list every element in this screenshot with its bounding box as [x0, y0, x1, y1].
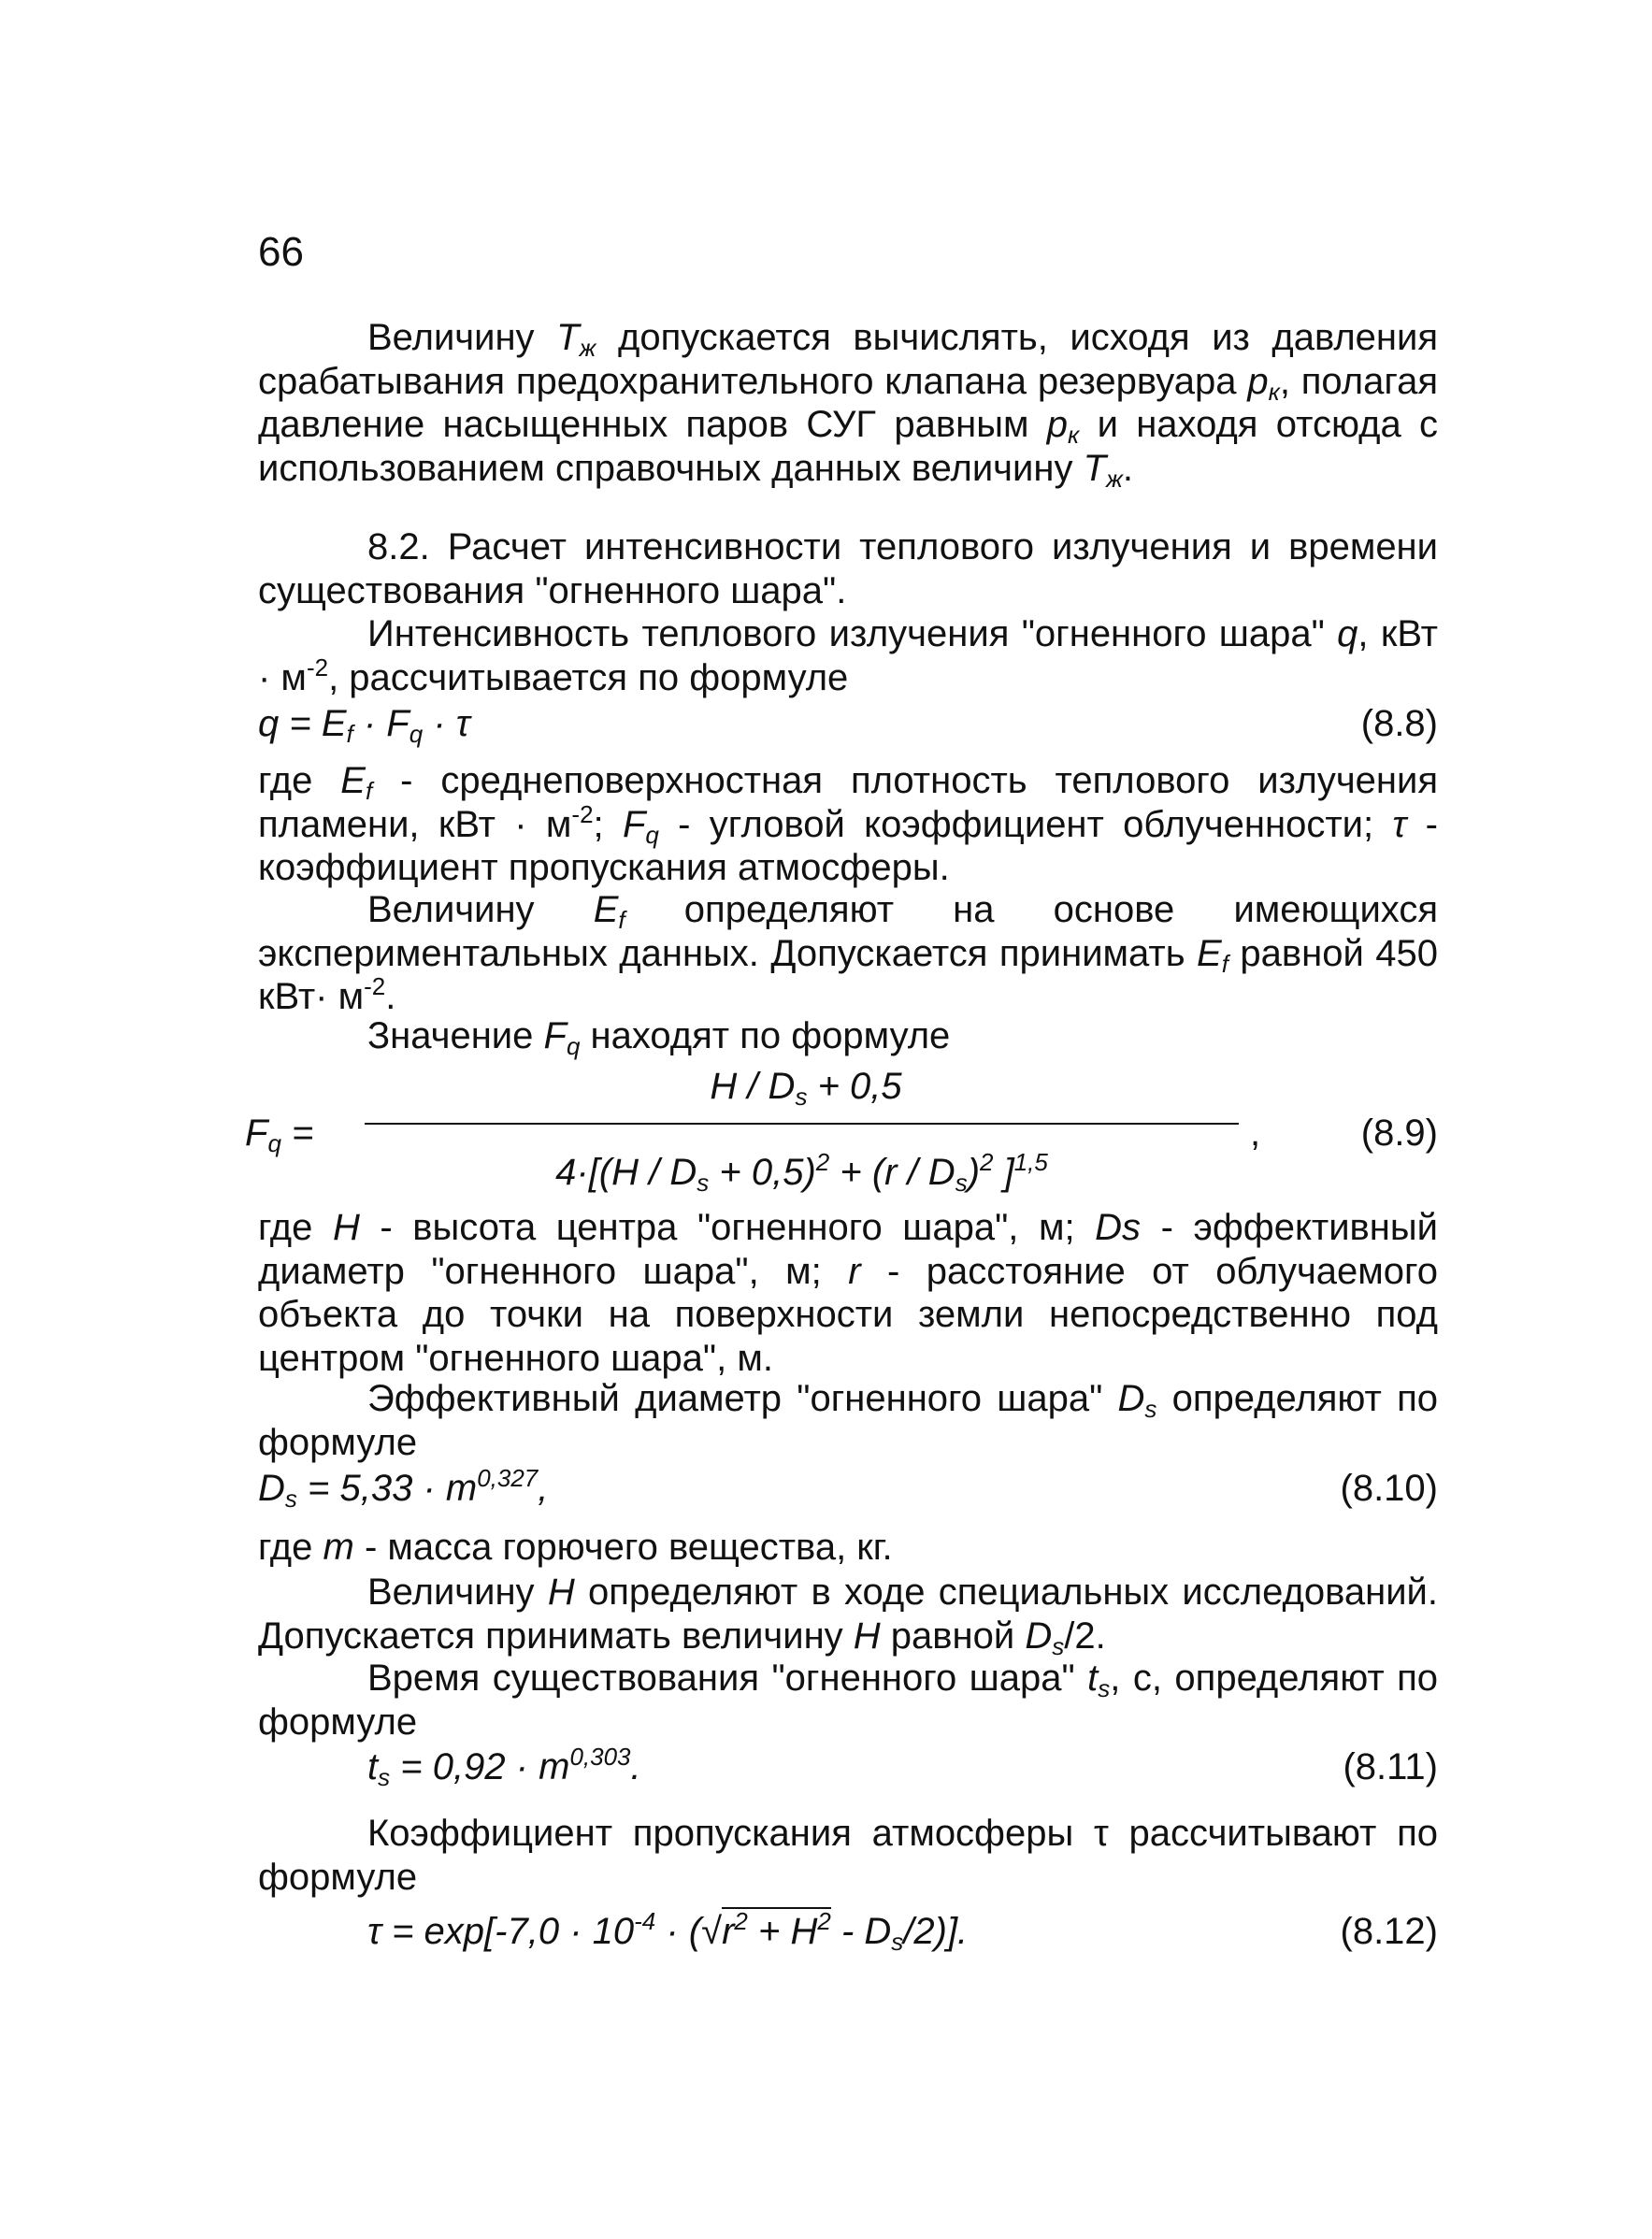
subscript: s [795, 1083, 808, 1111]
subscript: f [1221, 949, 1228, 978]
symbol-d: D [1117, 1378, 1145, 1419]
sqrt-sign: √ [701, 1911, 723, 1952]
text: где [258, 760, 341, 801]
paragraph-ds-intro [258, 1377, 1438, 1464]
paragraph-where-ef [258, 759, 1438, 890]
text: . [385, 976, 396, 1017]
subscript: ж [579, 334, 596, 362]
eq-text: + (r / D [829, 1152, 955, 1193]
symbol-f: F [543, 1015, 567, 1056]
subscript: f [365, 777, 373, 805]
text: - среднеповерхностная плотность теплового излучения пламени, кВт · м [258, 760, 1438, 845]
symbol-tau: τ [1093, 1813, 1109, 1854]
eq-text: , [538, 1468, 549, 1509]
eq-text: q = E [258, 703, 347, 744]
eq-text: τ = exp[-7,0 · 10 [367, 1911, 635, 1952]
paragraph-t-zh [258, 316, 1439, 493]
subscript: s [284, 1485, 297, 1513]
text: - угловой коэффициент облученности; [658, 803, 1393, 845]
section-text: 8.2. Расчет интенсивности теплового излучения и времени существования "огненного шара". [258, 526, 1438, 611]
symbol-t: T [556, 317, 580, 358]
symbol-p: p [1247, 360, 1269, 402]
superscript: 2 [734, 1907, 748, 1935]
equation-number: (8.9) [1360, 1112, 1438, 1154]
superscript: 0,327 [477, 1464, 539, 1492]
superscript: -4 [634, 1907, 656, 1935]
symbol-e: E [340, 760, 366, 801]
eq-text: . [630, 1746, 641, 1787]
text: допускается вычислять, исходя из давления срабатывания предохранительного клапана резервуара [258, 317, 1439, 402]
equation-8-8 [258, 703, 1438, 750]
paragraph-where-m [258, 1526, 1438, 1570]
text: где [258, 1527, 323, 1568]
eq-text: 4·[(H / D [555, 1152, 697, 1193]
symbol-h: H [547, 1572, 575, 1613]
paragraph-where-h [258, 1206, 1438, 1380]
subscript: q [645, 820, 659, 849]
text: определяют на основе имеющихся экспериментальных данных. Допускается принимать [258, 889, 1438, 974]
symbol-t: T [1083, 447, 1106, 489]
eq-text: · F [352, 703, 409, 744]
symbol-h: H [853, 1615, 881, 1657]
eq-lhs [245, 1112, 313, 1155]
superscript: 1,5 [1013, 1148, 1048, 1176]
text: Величину [367, 889, 594, 930]
subscript: q [267, 1129, 281, 1157]
equation-8-9 [245, 1066, 1438, 1229]
text: , полагая давление насыщенных паров СУГ равным [258, 360, 1438, 445]
eq-text: · ( [655, 1911, 702, 1952]
text: - масса горючего вещества, кг. [353, 1527, 893, 1568]
eq-text: ) [967, 1152, 981, 1193]
text: - расстояние от облучаемого объекта до точки на поверхности земли непосредственно под центром "огненного шара", м. [258, 1250, 1438, 1379]
eq-text: = 0,92 · m [390, 1746, 570, 1787]
eq-text: D [258, 1468, 285, 1509]
text: Коэффициент пропускания атмосферы [367, 1813, 1094, 1854]
text: - эффективный диаметр "огненного шара", м; [258, 1207, 1438, 1292]
eq-numerator [376, 1066, 1236, 1111]
superscript: 2 [980, 1148, 994, 1176]
subscript: s [697, 1169, 710, 1197]
text: ; [593, 803, 623, 845]
paragraph-ts-intro [258, 1657, 1438, 1744]
symbol-f: F [245, 1112, 268, 1154]
subscript: к [1068, 421, 1080, 449]
symbol-ds: Ds [1095, 1207, 1142, 1248]
subscript: f [618, 906, 625, 934]
equation-number: (8.11) [1343, 1746, 1438, 1787]
text: , с, определяют по формуле [258, 1658, 1438, 1743]
equation-8-12 [367, 1907, 1438, 1958]
superscript: -2 [306, 653, 329, 682]
eq-comma: , [1250, 1112, 1261, 1154]
page-number: 66 [258, 229, 304, 275]
symbol-e: E [1197, 932, 1222, 974]
text: Величину [367, 1572, 548, 1613]
subscript: s [955, 1169, 968, 1197]
text: . [1122, 447, 1134, 489]
subscript: к [1268, 377, 1280, 406]
radicand [722, 1907, 831, 1952]
symbol-r: r [848, 1250, 861, 1292]
paragraph-h-value [258, 1571, 1438, 1658]
text: Интенсивность теплового излучения "огненного шара" [367, 613, 1338, 654]
text: определяют по формуле [258, 1378, 1439, 1463]
paragraph-intensity [258, 612, 1438, 699]
text: - коэффициент пропускания атмосферы. [258, 803, 1438, 888]
subscript: s [1144, 1395, 1157, 1423]
subscript: f [346, 720, 353, 748]
eq-text: - D [830, 1911, 892, 1952]
equation-number: (8.10) [1340, 1468, 1438, 1509]
symbol-q: q [1337, 613, 1358, 654]
text: и находя отсюда с использованием справочных данных величину [258, 404, 1438, 489]
subscript: s [891, 1928, 904, 1956]
eq-denominator [365, 1148, 1239, 1197]
subscript: q [566, 1032, 581, 1060]
eq-text: · τ [423, 703, 470, 744]
text: Значение [367, 1015, 544, 1056]
eq-text: + 0,5 [807, 1066, 902, 1107]
subscript: s [378, 1763, 391, 1791]
eq-text: = [280, 1112, 314, 1154]
text: Эффективный диаметр "огненного шара" [367, 1378, 1118, 1419]
equation-8-10 [258, 1464, 1438, 1514]
equation-8-11 [367, 1743, 1438, 1793]
subscript: ж [1106, 464, 1123, 493]
symbol-f: F [622, 803, 646, 845]
equation-number: (8.8) [1360, 703, 1438, 744]
eq-text: ] [993, 1152, 1014, 1193]
text: равной 450 кВт· м [258, 932, 1438, 1017]
eq-text: + 0,5) [709, 1152, 816, 1193]
eq-text: r [722, 1911, 735, 1952]
symbol-p: p [1046, 404, 1068, 445]
eq-text: = 5,33 · m [296, 1468, 478, 1509]
superscript: 2 [815, 1148, 830, 1176]
paragraph-ef-value [258, 888, 1438, 1019]
symbol-m: m [323, 1527, 354, 1568]
symbol-tau: τ [1392, 803, 1407, 845]
text: находят по формуле [580, 1015, 951, 1056]
superscript: 2 [817, 1907, 831, 1935]
eq-text: t [367, 1746, 379, 1787]
superscript: -2 [364, 972, 386, 1000]
text: определяют в ходе специальных исследований. Допускается принимать величину [258, 1572, 1438, 1657]
subscript: s [1052, 1631, 1065, 1660]
symbol-d: D [1025, 1615, 1053, 1657]
eq-text: + H [747, 1911, 818, 1952]
text: рассчитывают по формуле [258, 1813, 1439, 1898]
text: Величину [367, 317, 557, 358]
subscript: s [1098, 1674, 1111, 1702]
equation-number: (8.12) [1340, 1911, 1438, 1952]
subscript: q [409, 720, 424, 748]
text: где [258, 1207, 333, 1248]
paragraph-fq-intro [258, 1014, 1438, 1058]
text: равной [880, 1615, 1026, 1657]
eq-text: H / D [710, 1066, 796, 1107]
fraction-bar [365, 1123, 1239, 1125]
superscript: -2 [571, 799, 594, 828]
text: - высота центра "огненного шара", м; [359, 1207, 1096, 1248]
eq-text: /2)]. [903, 1911, 969, 1952]
text: , рассчитывается по формуле [328, 656, 849, 698]
text: Время существования "огненного шара" [367, 1658, 1088, 1699]
superscript: 0,303 [569, 1743, 631, 1771]
symbol-e: E [593, 889, 619, 930]
symbol-t: t [1087, 1658, 1099, 1699]
paragraph-tau-intro [258, 1812, 1438, 1899]
symbol-h: H [332, 1207, 360, 1248]
text: /2. [1064, 1615, 1106, 1657]
section-heading-8-2 [258, 525, 1438, 612]
text: , кВт · м [258, 613, 1438, 698]
